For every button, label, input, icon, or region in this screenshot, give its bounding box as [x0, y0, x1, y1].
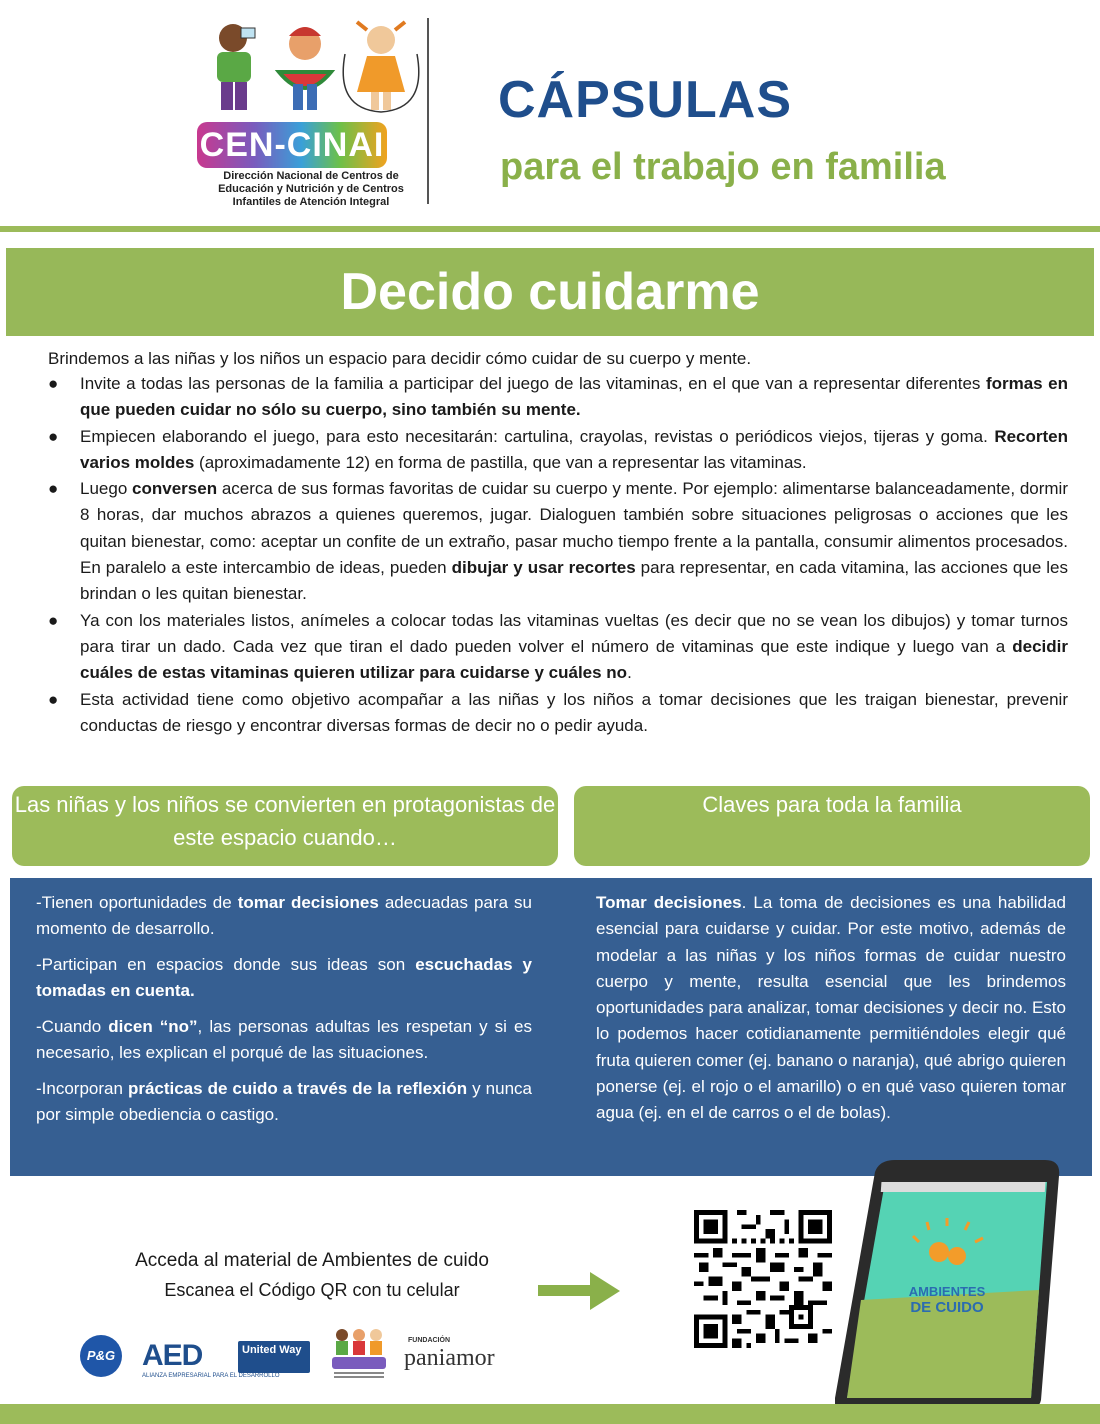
bullet-icon: ●: [48, 479, 59, 499]
list-item: [48, 371, 1068, 424]
app-label-2: DE CUIDO: [910, 1299, 984, 1316]
list-item: [48, 424, 1068, 477]
bullet-bold: Recorten varios moldes: [80, 426, 1068, 472]
page-title: CÁPSULAS: [498, 71, 793, 129]
aed-logo-subtitle: ALIANZA EMPRESARIAL PARA EL DESARROLLO: [142, 1373, 280, 1379]
arrow-head-icon: [590, 1272, 620, 1310]
bullet-text: .: [627, 663, 632, 683]
bullet-text: acerca de sus formas favoritas de cuidar su cuerpo y mente. Por ejemplo: alimentarse balanceadamente, dormir 8 horas, dar muchos abrazos a quienes queremos, jugar. Dialoguen también sobre situaciones peligrosas o acciones que les quitan bienestar, como: aceptar un confite de un extraño, pasar mucho tiempo frente a la pantalla, consumir alimentos procesados. En paralelo a este intercambio de ideas, pueden: [80, 479, 1068, 578]
bullet-bold: formas en que pueden cuidar no sólo su cuerpo, sino también su mente.: [80, 374, 1069, 420]
bullet-text: Invite a todas las personas de la familia a participar del juego de las vitaminas, en el que van a representar diferentes: [80, 374, 986, 393]
list-item: -Participan en espacios donde sus ideas son escuchadas y tomadas en cuenta.: [36, 955, 532, 1000]
bullet-text: Esta actividad tiene como objetivo acompañar a las niñas y los niños a tomar decisiones que les traigan bienestar, prevenir conductas de riesgo y encontrar diversas formas de decir no o pedir ayuda.: [80, 689, 1068, 735]
qr-code[interactable]: [694, 1210, 832, 1348]
bullet-bold: conversen: [132, 479, 218, 499]
list-item: -Cuando dicen “no”, las personas adultas les respetan y si es necesario, les explican el porqué de las situaciones.: [36, 1017, 532, 1062]
protagonists-heading-text: Las niñas y los niños se convierten en protagonistas de este espacio cuando…: [14, 792, 556, 850]
app-label-1: AMBIENTES: [908, 1284, 986, 1299]
access-material-text: Acceda al material de Ambientes de cuido: [135, 1250, 489, 1271]
cen-cinai-small-logo: [330, 1325, 388, 1383]
bullet-text: Ya con los materiales listos, anímeles a colocar todas las vitaminas vueltas (es decir que no se vean los dibujos) y tomar turnos para tirar un dado. Cada vez que tiran el dado pueden volver el número de vitaminas que este indique y luego van a: [80, 610, 1068, 656]
bullet-text: (aproximadamente 12) en forma de pastilla, que van a representar las vitaminas.: [194, 452, 807, 472]
list-item: [48, 608, 1068, 687]
protagonists-heading: [12, 786, 558, 866]
children-illustration: [195, 14, 425, 114]
bullet-icon: ●: [48, 689, 59, 709]
phone-illustration: [835, 1160, 1075, 1410]
bullet-text: para representar, en cada vitamina, las acciones que les brindan o les quitan bienestar.: [80, 558, 1068, 604]
banner-title: Decido cuidarme: [340, 263, 760, 321]
sponsor-logos: [80, 1325, 530, 1385]
fundacion-label: FUNDACIÓN: [408, 1337, 450, 1344]
cen-cinai-logo: [195, 14, 430, 208]
logo-wordmark: CEN-CINAI: [197, 122, 387, 168]
list-item: -Tienen oportunidades de tomar decisiones adecuadas para su momento de desarrollo.: [36, 893, 533, 938]
bullet-text: Luego: [80, 479, 133, 499]
bullet-icon: ●: [48, 610, 59, 630]
title-banner: [6, 248, 1094, 336]
scan-qr-text: Escanea el Código QR con tu celular: [164, 1280, 460, 1300]
family-keys-body: . La toma de decisiones es una habilidad esencial para cuidarse y cuidar. Por este motivo, además de modelar a las niñas y los niños formas de cuidar nuestro cuerpo y mente, resulta esencial que les brindemos oportunidades para analizar, tomar decisiones y decir no. Esto lo podemos hacer cotidianamente permitiéndoles elegir qué fruta quieren comer (ej. banano o naranja), qué abrigo quieren ponerse (ej. el rojo o el amarillo) o en qué vaso quieren tomar agua (ej. en el de carros o el de bolas).: [596, 893, 1066, 1123]
pg-logo: P&G: [80, 1335, 122, 1377]
top-divider: [0, 226, 1100, 232]
bullet-text: Empiecen elaborando el juego, para esto necesitarán: cartulina, crayolas, revistas o periódicos viejos, tijeras y goma.: [80, 426, 995, 446]
bullet-bold: dibujar y usar recortes: [451, 558, 636, 578]
list-item: [48, 687, 1068, 740]
paniamor-logo: paniamor: [404, 1345, 495, 1371]
bullet-icon: ●: [48, 426, 59, 446]
family-keys-text: [596, 890, 1066, 1127]
united-way-logo: United Way: [238, 1341, 310, 1373]
bullet-bold: decidir cuáles de estas vitaminas quieren utilizar para cuidarse y cuáles no: [80, 636, 1068, 683]
logo-caption: Dirección Nacional de Centros de Educación y Nutrición y de Centros Infantiles de Atención Integral: [218, 170, 404, 208]
arrow-right-icon: [538, 1285, 594, 1296]
protagonists-list: [36, 890, 532, 1138]
intro-text: Brindemos a las niñas y los niños un espacio para decidir cómo cuidar de su cuerpo y mente.: [48, 349, 752, 368]
family-keys-bold: Tomar decisiones: [596, 893, 742, 912]
bullet-icon: ●: [48, 374, 59, 393]
family-keys-heading-text: Claves para toda la familia: [702, 792, 962, 817]
activity-list: [48, 371, 1068, 739]
bottom-divider: [0, 1404, 1100, 1424]
list-item: -Incorporan prácticas de cuido a través de la reflexión y nunca por simple obediencia o castigo.: [36, 1079, 533, 1124]
list-item: [48, 476, 1068, 607]
logo-divider: [427, 18, 429, 204]
aed-logo: AED: [142, 1339, 203, 1372]
page-subtitle: para el trabajo en familia: [500, 146, 946, 188]
family-keys-heading: [574, 786, 1090, 866]
